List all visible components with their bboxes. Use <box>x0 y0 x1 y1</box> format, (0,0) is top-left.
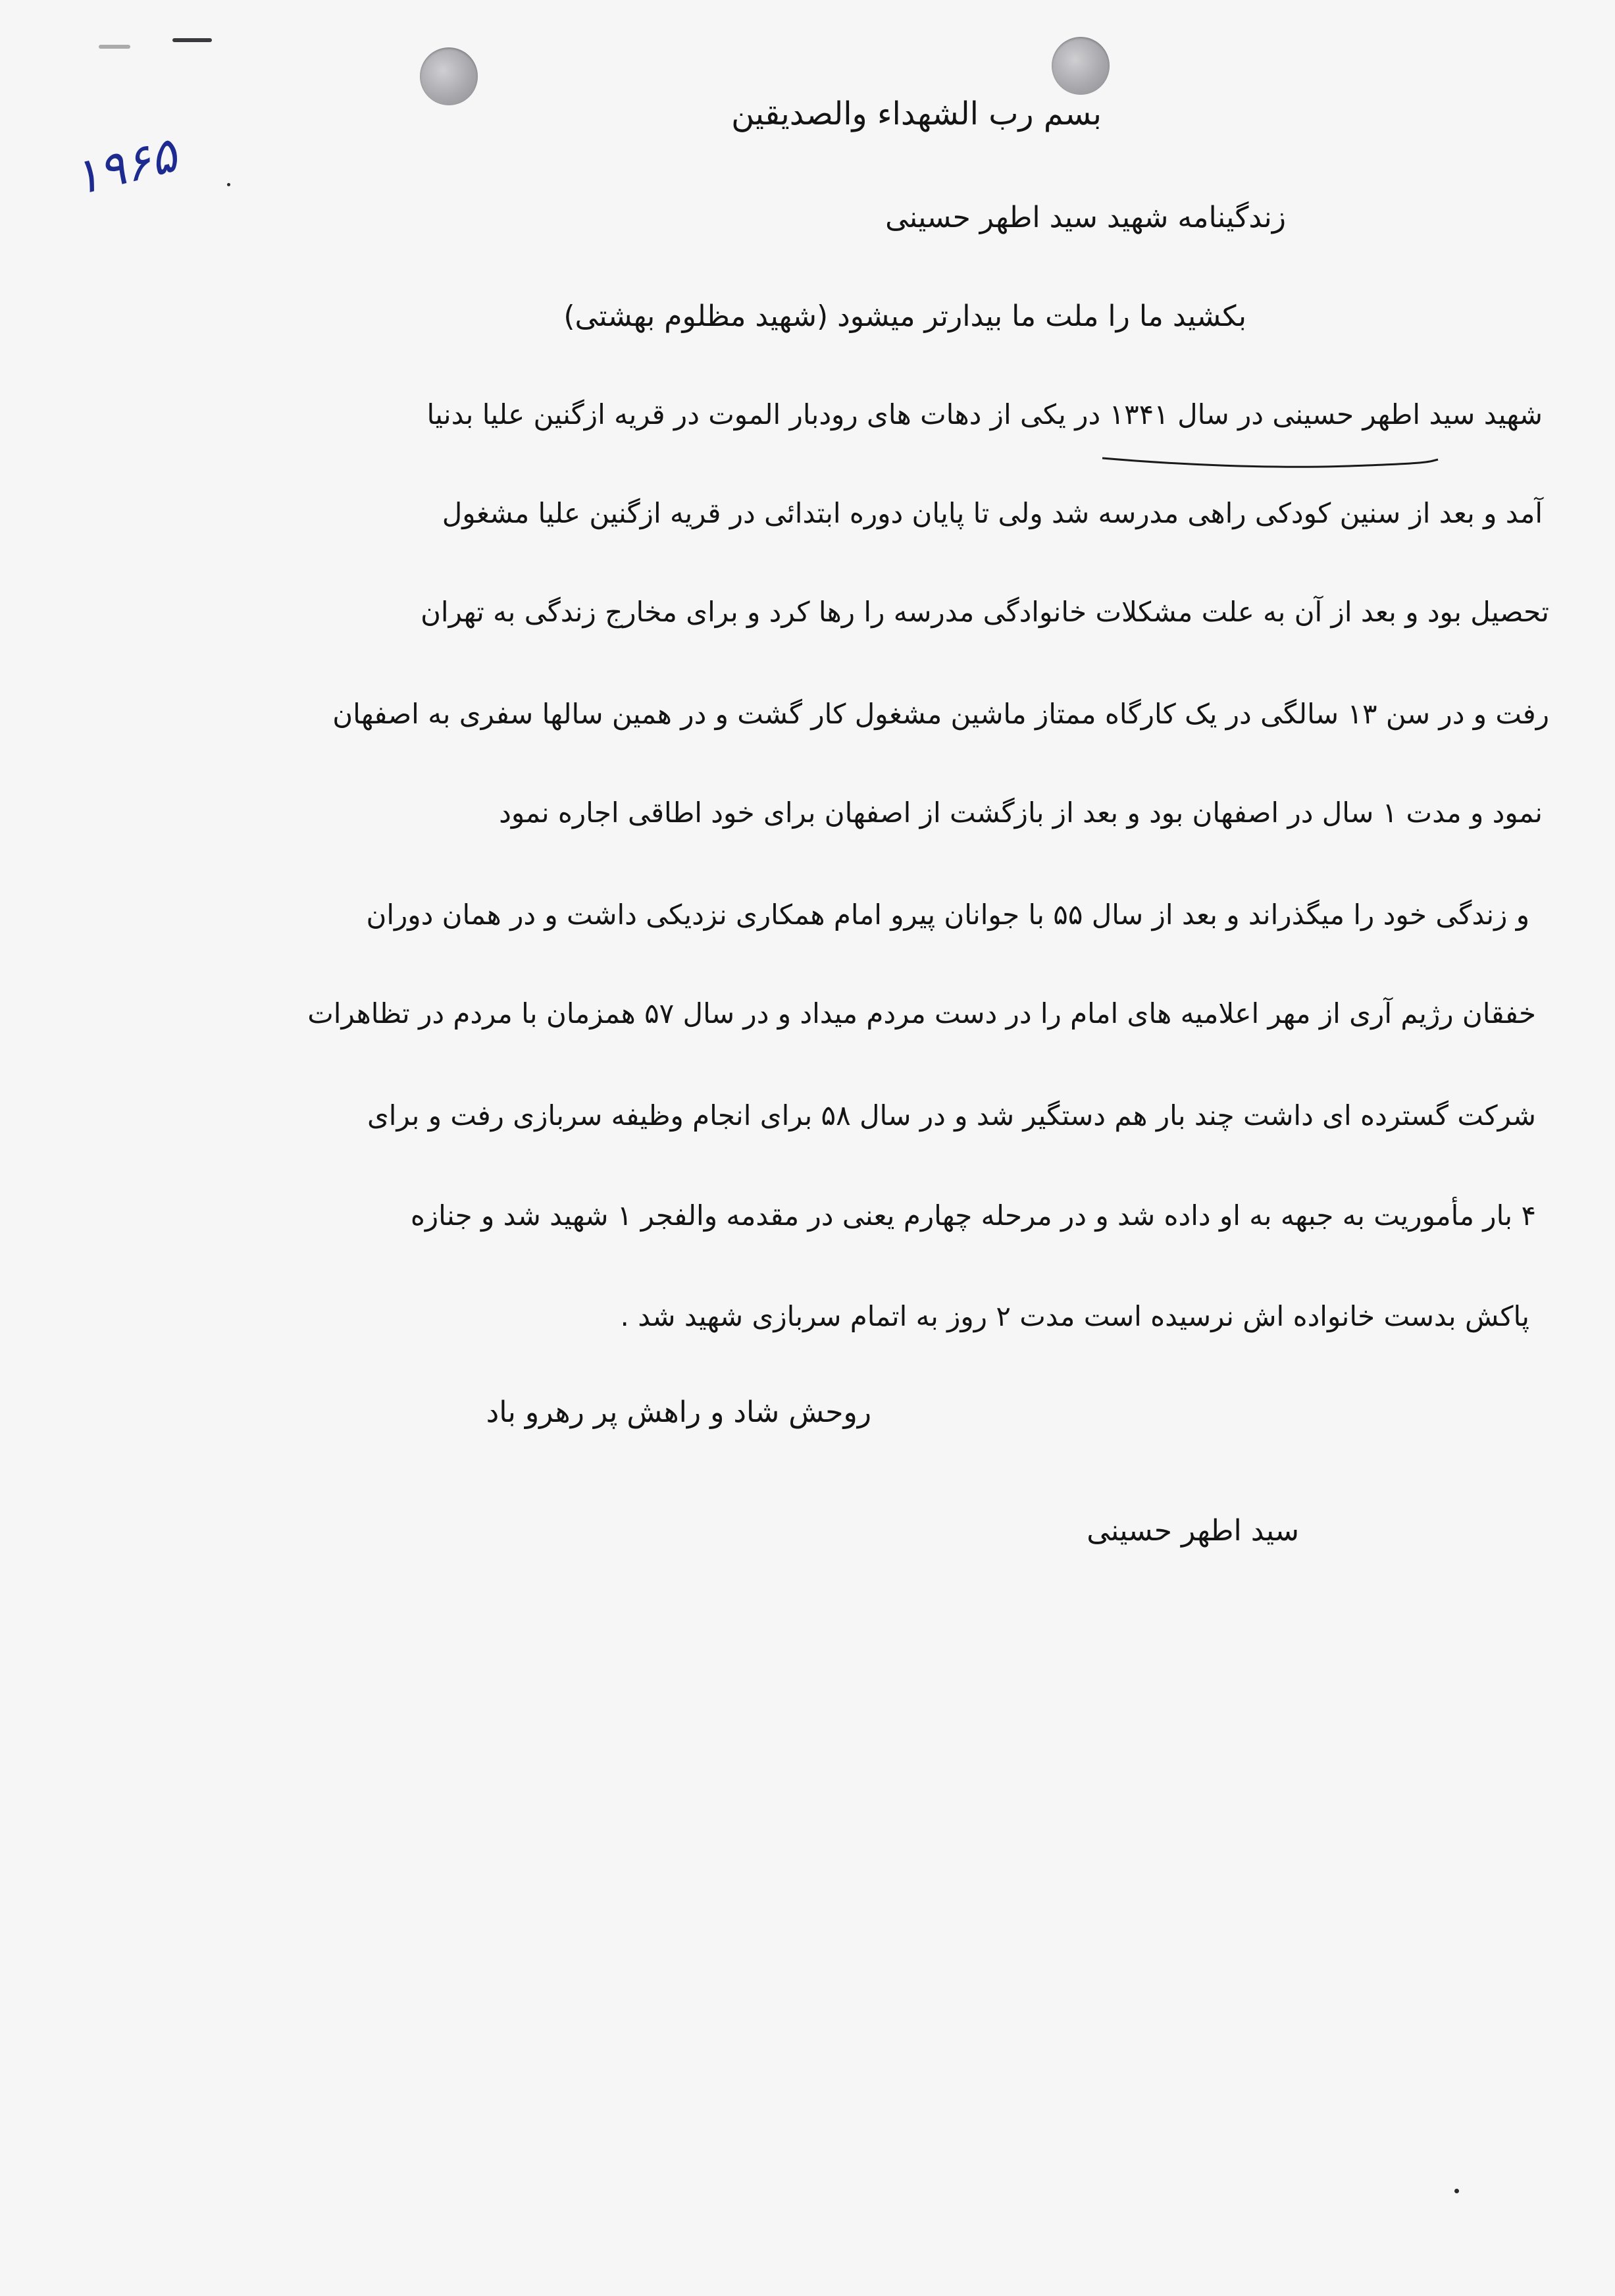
biography-line-7: خفقان رژیم آری از مهر اعلامیه های امام را در دست مردم میداد و در سال ۵۷ همزمان با مردم در تظاهرات <box>307 997 1536 1030</box>
epigraph-quote: بکشید ما را ملت ما بیدارتر میشود (شهید مظلوم بهشتی) <box>563 300 1246 333</box>
biography-line-6: و زندگی خود را میگذراند و بعد از سال ۵۵ با جوانان پیرو امام همکاری نزدیکی داشت و در همان دوران <box>366 899 1529 931</box>
scan-artifact-mark <box>99 45 130 49</box>
biography-line-1: شهید سید اطهر حسینی در سال ۱۳۴۱ در یکی از دهات های رودبار الموت در قریه ازگنین علیا بدنیا <box>426 398 1543 430</box>
basmala-heading: بسم رب الشهداء والصدیقین <box>731 95 1102 132</box>
biography-line-2: آمد و بعد از سنین کودکی راهی مدرسه شد ولی تا پایان دوره ابتدائی در قریه ازگنین علیا مشغول <box>442 497 1543 529</box>
biography-line-8: شرکت گسترده ای داشت چند بار هم دستگیر شد و در سال ۵۸ برای انجام وظیفه سربازی رفت و برای <box>367 1099 1536 1132</box>
handwritten-underline <box>1099 453 1441 471</box>
ink-dot <box>227 183 230 186</box>
document-title: زندگینامه شهید سید اطهر حسینی <box>885 201 1286 234</box>
biography-line-4: رفت و در سن ۱۳ سالگی در یک کارگاه ممتاز ماشین مشغول کار گشت و در همین سالها سفری به اصفهان <box>332 698 1549 730</box>
punch-hole-right <box>1052 37 1110 95</box>
closing-prayer: روحش شاد و راهش پر رهرو باد <box>486 1396 871 1429</box>
handwritten-number: ۱۹۶۵ <box>66 126 183 207</box>
scan-artifact-mark <box>172 38 212 42</box>
biography-line-9: ۴ بار مأموریت به جبهه به او داده شد و در مرحله چهارم یعنی در مقدمه والفجر ۱ شهید شد و جنازه <box>410 1199 1536 1232</box>
biography-line-5: نمود و مدت ۱ سال در اصفهان بود و بعد از بازگشت از اصفهان برای خود اطاقی اجاره نمود <box>499 796 1543 829</box>
punch-hole-left <box>420 47 478 105</box>
biography-line-10: پاکش بدست خانواده اش نرسیده است مدت ۲ روز به اتمام سربازی شهید شد . <box>620 1300 1529 1332</box>
ink-dot <box>1454 2189 1459 2193</box>
biography-line-3: تحصیل بود و بعد از آن به علت مشکلات خانوادگی مدرسه را رها کرد و برای مخارج زندگی به تهران <box>421 596 1549 628</box>
signature-name: سید اطهر حسینی <box>1087 1514 1299 1548</box>
